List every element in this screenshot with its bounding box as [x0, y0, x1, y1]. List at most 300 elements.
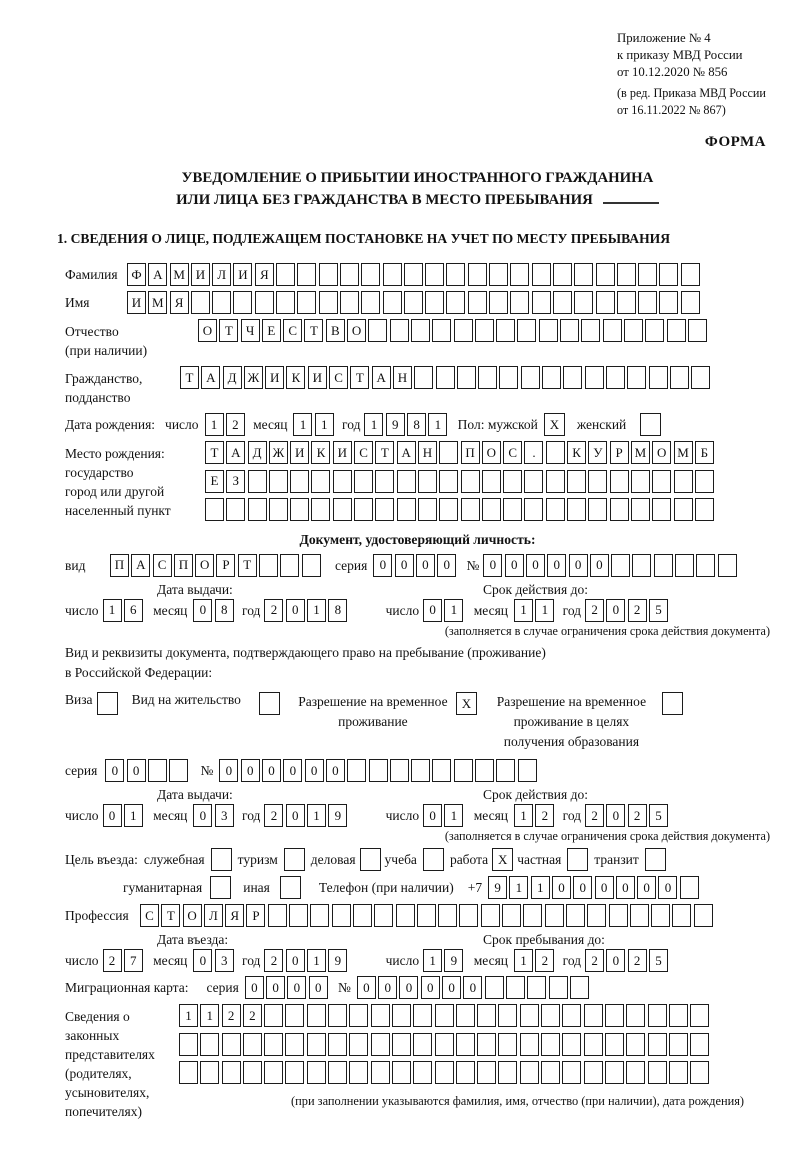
char-cell[interactable]	[606, 366, 625, 389]
char-cell[interactable]	[269, 470, 288, 493]
char-cell[interactable]: 0	[193, 599, 212, 622]
char-cell[interactable]: 0	[590, 554, 609, 577]
char-cell[interactable]	[307, 1061, 326, 1084]
char-cell[interactable]	[383, 263, 402, 286]
char-cell[interactable]: 5	[649, 599, 668, 622]
char-cell[interactable]	[255, 291, 274, 314]
char-cell[interactable]: 1	[514, 949, 533, 972]
char-cell[interactable]: .	[524, 441, 543, 464]
char-cell[interactable]: 0	[262, 759, 281, 782]
char-cell[interactable]	[435, 1033, 454, 1056]
char-cell[interactable]	[587, 904, 606, 927]
char-cell[interactable]	[302, 554, 321, 577]
char-cell[interactable]: 0	[423, 599, 442, 622]
char-cell[interactable]	[482, 498, 501, 521]
char-cell[interactable]: 5	[649, 949, 668, 972]
char-cell[interactable]: Н	[393, 366, 412, 389]
char-cell[interactable]	[436, 366, 455, 389]
char-cell[interactable]	[532, 263, 551, 286]
char-cell[interactable]	[562, 1033, 581, 1056]
char-cell[interactable]: Л	[204, 904, 223, 927]
char-cell[interactable]: С	[329, 366, 348, 389]
char-cell[interactable]	[179, 1033, 198, 1056]
char-cell[interactable]	[310, 904, 329, 927]
char-cell[interactable]: Р	[246, 904, 265, 927]
char-cell[interactable]: Е	[205, 470, 224, 493]
char-cell[interactable]: 0	[127, 759, 146, 782]
char-cell[interactable]: М	[631, 441, 650, 464]
char-cell[interactable]	[435, 1004, 454, 1027]
char-cell[interactable]: 2	[535, 949, 554, 972]
char-cell[interactable]	[691, 366, 710, 389]
char-cell[interactable]: Т	[304, 319, 323, 342]
char-cell[interactable]	[328, 1061, 347, 1084]
char-cell[interactable]: 2	[628, 949, 647, 972]
char-cell[interactable]: 0	[399, 976, 418, 999]
char-cell[interactable]	[605, 1004, 624, 1027]
char-cell[interactable]: О	[482, 441, 501, 464]
char-cell[interactable]: 0	[193, 949, 212, 972]
char-cell[interactable]	[496, 319, 515, 342]
char-cell[interactable]: 9	[444, 949, 463, 972]
char-cell[interactable]	[319, 263, 338, 286]
char-cell[interactable]	[617, 291, 636, 314]
char-cell[interactable]	[461, 470, 480, 493]
char-cell[interactable]: Я	[170, 291, 189, 314]
char-cell[interactable]	[369, 759, 388, 782]
char-cell[interactable]: 2	[264, 599, 283, 622]
char-cell[interactable]: А	[131, 554, 150, 577]
char-cell[interactable]: 2	[585, 599, 604, 622]
char-cell[interactable]	[659, 291, 678, 314]
char-cell[interactable]: 2	[222, 1004, 241, 1027]
char-cell[interactable]	[432, 319, 451, 342]
char-cell[interactable]	[611, 554, 630, 577]
char-cell[interactable]: 0	[616, 876, 635, 899]
char-cell[interactable]: 1	[428, 413, 447, 436]
char-cell[interactable]	[632, 554, 651, 577]
char-cell[interactable]	[626, 1004, 645, 1027]
char-cell[interactable]: 1	[103, 599, 122, 622]
char-cell[interactable]: 2	[535, 804, 554, 827]
char-cell[interactable]	[645, 319, 664, 342]
char-cell[interactable]: 1	[514, 599, 533, 622]
char-cell[interactable]	[553, 263, 572, 286]
char-cell[interactable]: 1	[364, 413, 383, 436]
char-cell[interactable]: 0	[637, 876, 656, 899]
char-cell[interactable]	[669, 1061, 688, 1084]
char-cell[interactable]	[354, 498, 373, 521]
char-cell[interactable]: Р	[610, 441, 629, 464]
char-cell[interactable]	[397, 498, 416, 521]
char-cell[interactable]: К	[567, 441, 586, 464]
char-cell[interactable]	[276, 263, 295, 286]
char-cell[interactable]	[498, 1061, 517, 1084]
char-cell[interactable]: С	[153, 554, 172, 577]
purpose-private-checkbox[interactable]	[567, 848, 588, 871]
char-cell[interactable]	[418, 470, 437, 493]
char-cell[interactable]	[696, 554, 715, 577]
char-cell[interactable]	[222, 1061, 241, 1084]
char-cell[interactable]: 2	[264, 949, 283, 972]
char-cell[interactable]: 0	[421, 976, 440, 999]
char-cell[interactable]	[375, 498, 394, 521]
char-cell[interactable]: М	[674, 441, 693, 464]
purpose-humanitarian-checkbox[interactable]	[210, 876, 231, 899]
char-cell[interactable]: 1	[200, 1004, 219, 1027]
char-cell[interactable]: 0	[193, 804, 212, 827]
char-cell[interactable]: 1	[509, 876, 528, 899]
char-cell[interactable]: 0	[105, 759, 124, 782]
char-cell[interactable]: 1	[307, 804, 326, 827]
char-cell[interactable]: Д	[248, 441, 267, 464]
char-cell[interactable]	[456, 1004, 475, 1027]
char-cell[interactable]	[392, 1033, 411, 1056]
char-cell[interactable]	[667, 319, 686, 342]
purpose-study-checkbox[interactable]	[423, 848, 444, 871]
char-cell[interactable]: 1	[124, 804, 143, 827]
char-cell[interactable]: Ж	[269, 441, 288, 464]
char-cell[interactable]	[340, 263, 359, 286]
char-cell[interactable]	[659, 263, 678, 286]
char-cell[interactable]: И	[233, 263, 252, 286]
char-cell[interactable]: 8	[215, 599, 234, 622]
char-cell[interactable]	[584, 1004, 603, 1027]
char-cell[interactable]	[521, 366, 540, 389]
char-cell[interactable]: М	[148, 291, 167, 314]
char-cell[interactable]	[439, 470, 458, 493]
char-cell[interactable]	[446, 291, 465, 314]
char-cell[interactable]: Т	[161, 904, 180, 927]
char-cell[interactable]: С	[283, 319, 302, 342]
char-cell[interactable]	[404, 291, 423, 314]
char-cell[interactable]	[648, 1033, 667, 1056]
char-cell[interactable]: Н	[418, 441, 437, 464]
char-cell[interactable]	[562, 1061, 581, 1084]
char-cell[interactable]	[390, 759, 409, 782]
char-cell[interactable]	[477, 1061, 496, 1084]
char-cell[interactable]	[264, 1061, 283, 1084]
char-cell[interactable]: 0	[569, 554, 588, 577]
char-cell[interactable]	[169, 759, 188, 782]
char-cell[interactable]: 0	[547, 554, 566, 577]
char-cell[interactable]	[539, 319, 558, 342]
char-cell[interactable]: Ф	[127, 263, 146, 286]
char-cell[interactable]	[672, 904, 691, 927]
char-cell[interactable]	[349, 1004, 368, 1027]
char-cell[interactable]: 7	[124, 949, 143, 972]
char-cell[interactable]: Ж	[244, 366, 263, 389]
char-cell[interactable]	[212, 291, 231, 314]
char-cell[interactable]	[374, 904, 393, 927]
char-cell[interactable]: 1	[535, 599, 554, 622]
char-cell[interactable]: 1	[307, 599, 326, 622]
char-cell[interactable]: П	[110, 554, 129, 577]
char-cell[interactable]	[690, 1033, 709, 1056]
char-cell[interactable]	[605, 1033, 624, 1056]
char-cell[interactable]: 0	[552, 876, 571, 899]
char-cell[interactable]	[546, 498, 565, 521]
char-cell[interactable]: Я	[225, 904, 244, 927]
char-cell[interactable]: 8	[328, 599, 347, 622]
char-cell[interactable]: Б	[695, 441, 714, 464]
char-cell[interactable]	[669, 1033, 688, 1056]
sex-female-checkbox[interactable]	[640, 413, 661, 436]
char-cell[interactable]	[179, 1061, 198, 1084]
char-cell[interactable]	[392, 1004, 411, 1027]
char-cell[interactable]: С	[140, 904, 159, 927]
char-cell[interactable]: 1	[444, 804, 463, 827]
char-cell[interactable]	[510, 263, 529, 286]
char-cell[interactable]	[695, 498, 714, 521]
char-cell[interactable]	[503, 470, 522, 493]
char-cell[interactable]	[411, 319, 430, 342]
char-cell[interactable]: И	[308, 366, 327, 389]
char-cell[interactable]: Ч	[241, 319, 260, 342]
char-cell[interactable]	[425, 263, 444, 286]
char-cell[interactable]: А	[397, 441, 416, 464]
char-cell[interactable]: 5	[649, 804, 668, 827]
char-cell[interactable]	[690, 1061, 709, 1084]
char-cell[interactable]: 1	[293, 413, 312, 436]
char-cell[interactable]	[353, 904, 372, 927]
char-cell[interactable]	[541, 1061, 560, 1084]
char-cell[interactable]	[670, 366, 689, 389]
char-cell[interactable]: 0	[309, 976, 328, 999]
char-cell[interactable]	[581, 319, 600, 342]
char-cell[interactable]	[532, 291, 551, 314]
char-cell[interactable]	[545, 904, 564, 927]
temp-residence-checkbox[interactable]: X	[456, 692, 477, 715]
char-cell[interactable]	[499, 366, 518, 389]
char-cell[interactable]: О	[183, 904, 202, 927]
char-cell[interactable]: 2	[264, 804, 283, 827]
char-cell[interactable]: 0	[606, 949, 625, 972]
char-cell[interactable]	[285, 1033, 304, 1056]
char-cell[interactable]	[510, 291, 529, 314]
char-cell[interactable]: 0	[483, 554, 502, 577]
char-cell[interactable]: 9	[328, 949, 347, 972]
char-cell[interactable]: 0	[357, 976, 376, 999]
char-cell[interactable]	[390, 319, 409, 342]
char-cell[interactable]: О	[652, 441, 671, 464]
char-cell[interactable]	[648, 1004, 667, 1027]
char-cell[interactable]: 2	[585, 804, 604, 827]
char-cell[interactable]: 0	[305, 759, 324, 782]
char-cell[interactable]	[478, 366, 497, 389]
purpose-work-checkbox[interactable]: X	[492, 848, 513, 871]
char-cell[interactable]	[285, 1061, 304, 1084]
char-cell[interactable]	[333, 470, 352, 493]
char-cell[interactable]: А	[201, 366, 220, 389]
char-cell[interactable]	[269, 498, 288, 521]
char-cell[interactable]	[371, 1061, 390, 1084]
char-cell[interactable]: К	[311, 441, 330, 464]
char-cell[interactable]: 2	[103, 949, 122, 972]
char-cell[interactable]	[524, 498, 543, 521]
char-cell[interactable]	[482, 470, 501, 493]
char-cell[interactable]	[596, 263, 615, 286]
char-cell[interactable]	[333, 498, 352, 521]
char-cell[interactable]	[349, 1061, 368, 1084]
char-cell[interactable]	[546, 441, 565, 464]
char-cell[interactable]: 0	[573, 876, 592, 899]
char-cell[interactable]	[567, 498, 586, 521]
char-cell[interactable]: 0	[595, 876, 614, 899]
char-cell[interactable]	[596, 291, 615, 314]
char-cell[interactable]	[435, 1061, 454, 1084]
char-cell[interactable]: 3	[215, 949, 234, 972]
char-cell[interactable]	[438, 904, 457, 927]
char-cell[interactable]	[289, 904, 308, 927]
char-cell[interactable]	[396, 904, 415, 927]
char-cell[interactable]	[498, 1033, 517, 1056]
char-cell[interactable]	[222, 1033, 241, 1056]
char-cell[interactable]	[560, 319, 579, 342]
char-cell[interactable]: У	[588, 441, 607, 464]
char-cell[interactable]: 1	[205, 413, 224, 436]
char-cell[interactable]	[226, 498, 245, 521]
char-cell[interactable]	[690, 1004, 709, 1027]
char-cell[interactable]	[688, 319, 707, 342]
char-cell[interactable]	[457, 366, 476, 389]
char-cell[interactable]	[349, 1033, 368, 1056]
char-cell[interactable]	[311, 498, 330, 521]
char-cell[interactable]: О	[198, 319, 217, 342]
char-cell[interactable]: О	[195, 554, 214, 577]
char-cell[interactable]	[148, 759, 167, 782]
char-cell[interactable]	[454, 319, 473, 342]
char-cell[interactable]: Е	[262, 319, 281, 342]
char-cell[interactable]	[520, 1004, 539, 1027]
char-cell[interactable]	[413, 1061, 432, 1084]
char-cell[interactable]	[307, 1033, 326, 1056]
char-cell[interactable]: Т	[219, 319, 238, 342]
char-cell[interactable]: 0	[505, 554, 524, 577]
char-cell[interactable]	[603, 319, 622, 342]
char-cell[interactable]: 3	[215, 804, 234, 827]
char-cell[interactable]	[648, 1061, 667, 1084]
char-cell[interactable]	[413, 1033, 432, 1056]
char-cell[interactable]	[562, 1004, 581, 1027]
purpose-transit-checkbox[interactable]	[645, 848, 666, 871]
char-cell[interactable]: 1	[423, 949, 442, 972]
char-cell[interactable]	[638, 291, 657, 314]
char-cell[interactable]	[456, 1061, 475, 1084]
char-cell[interactable]: Я	[255, 263, 274, 286]
char-cell[interactable]	[567, 470, 586, 493]
char-cell[interactable]	[307, 1004, 326, 1027]
char-cell[interactable]: 0	[326, 759, 345, 782]
char-cell[interactable]: П	[174, 554, 193, 577]
visa-checkbox[interactable]	[97, 692, 118, 715]
char-cell[interactable]	[627, 366, 646, 389]
char-cell[interactable]	[626, 1061, 645, 1084]
char-cell[interactable]: 0	[245, 976, 264, 999]
char-cell[interactable]	[617, 263, 636, 286]
char-cell[interactable]	[694, 904, 713, 927]
char-cell[interactable]	[517, 319, 536, 342]
char-cell[interactable]: 0	[606, 599, 625, 622]
char-cell[interactable]	[649, 366, 668, 389]
char-cell[interactable]	[485, 976, 504, 999]
char-cell[interactable]: 1	[514, 804, 533, 827]
char-cell[interactable]	[411, 759, 430, 782]
char-cell[interactable]	[585, 366, 604, 389]
char-cell[interactable]: 1	[307, 949, 326, 972]
char-cell[interactable]: 0	[395, 554, 414, 577]
char-cell[interactable]	[297, 291, 316, 314]
char-cell[interactable]	[446, 263, 465, 286]
char-cell[interactable]	[518, 759, 537, 782]
char-cell[interactable]	[297, 263, 316, 286]
char-cell[interactable]	[541, 1004, 560, 1027]
char-cell[interactable]: 9	[328, 804, 347, 827]
char-cell[interactable]	[475, 319, 494, 342]
char-cell[interactable]: С	[354, 441, 373, 464]
char-cell[interactable]	[489, 291, 508, 314]
char-cell[interactable]	[546, 470, 565, 493]
char-cell[interactable]	[566, 904, 585, 927]
char-cell[interactable]	[248, 498, 267, 521]
char-cell[interactable]	[681, 263, 700, 286]
char-cell[interactable]: 1	[444, 599, 463, 622]
char-cell[interactable]	[354, 470, 373, 493]
char-cell[interactable]: 2	[585, 949, 604, 972]
char-cell[interactable]	[638, 263, 657, 286]
char-cell[interactable]: 2	[628, 599, 647, 622]
char-cell[interactable]	[574, 291, 593, 314]
char-cell[interactable]	[280, 554, 299, 577]
char-cell[interactable]	[652, 498, 671, 521]
char-cell[interactable]	[340, 291, 359, 314]
char-cell[interactable]	[319, 291, 338, 314]
char-cell[interactable]	[631, 498, 650, 521]
char-cell[interactable]: 8	[407, 413, 426, 436]
char-cell[interactable]: Т	[375, 441, 394, 464]
char-cell[interactable]	[243, 1061, 262, 1084]
char-cell[interactable]: 0	[219, 759, 238, 782]
char-cell[interactable]	[417, 904, 436, 927]
char-cell[interactable]: Т	[180, 366, 199, 389]
char-cell[interactable]	[563, 366, 582, 389]
char-cell[interactable]: И	[290, 441, 309, 464]
char-cell[interactable]	[610, 470, 629, 493]
char-cell[interactable]	[477, 1004, 496, 1027]
purpose-commercial-checkbox[interactable]	[360, 848, 381, 871]
char-cell[interactable]: 0	[463, 976, 482, 999]
char-cell[interactable]	[276, 291, 295, 314]
char-cell[interactable]	[527, 976, 546, 999]
char-cell[interactable]	[524, 470, 543, 493]
char-cell[interactable]	[496, 759, 515, 782]
char-cell[interactable]	[259, 554, 278, 577]
purpose-other-checkbox[interactable]	[280, 876, 301, 899]
char-cell[interactable]	[200, 1033, 219, 1056]
char-cell[interactable]: 1	[315, 413, 334, 436]
char-cell[interactable]	[285, 1004, 304, 1027]
char-cell[interactable]: А	[148, 263, 167, 286]
char-cell[interactable]	[541, 1033, 560, 1056]
char-cell[interactable]	[375, 470, 394, 493]
char-cell[interactable]	[468, 263, 487, 286]
temp-residence-education-checkbox[interactable]	[662, 692, 683, 715]
char-cell[interactable]	[397, 470, 416, 493]
char-cell[interactable]: П	[461, 441, 480, 464]
char-cell[interactable]	[588, 470, 607, 493]
char-cell[interactable]: 0	[286, 599, 305, 622]
char-cell[interactable]	[523, 904, 542, 927]
